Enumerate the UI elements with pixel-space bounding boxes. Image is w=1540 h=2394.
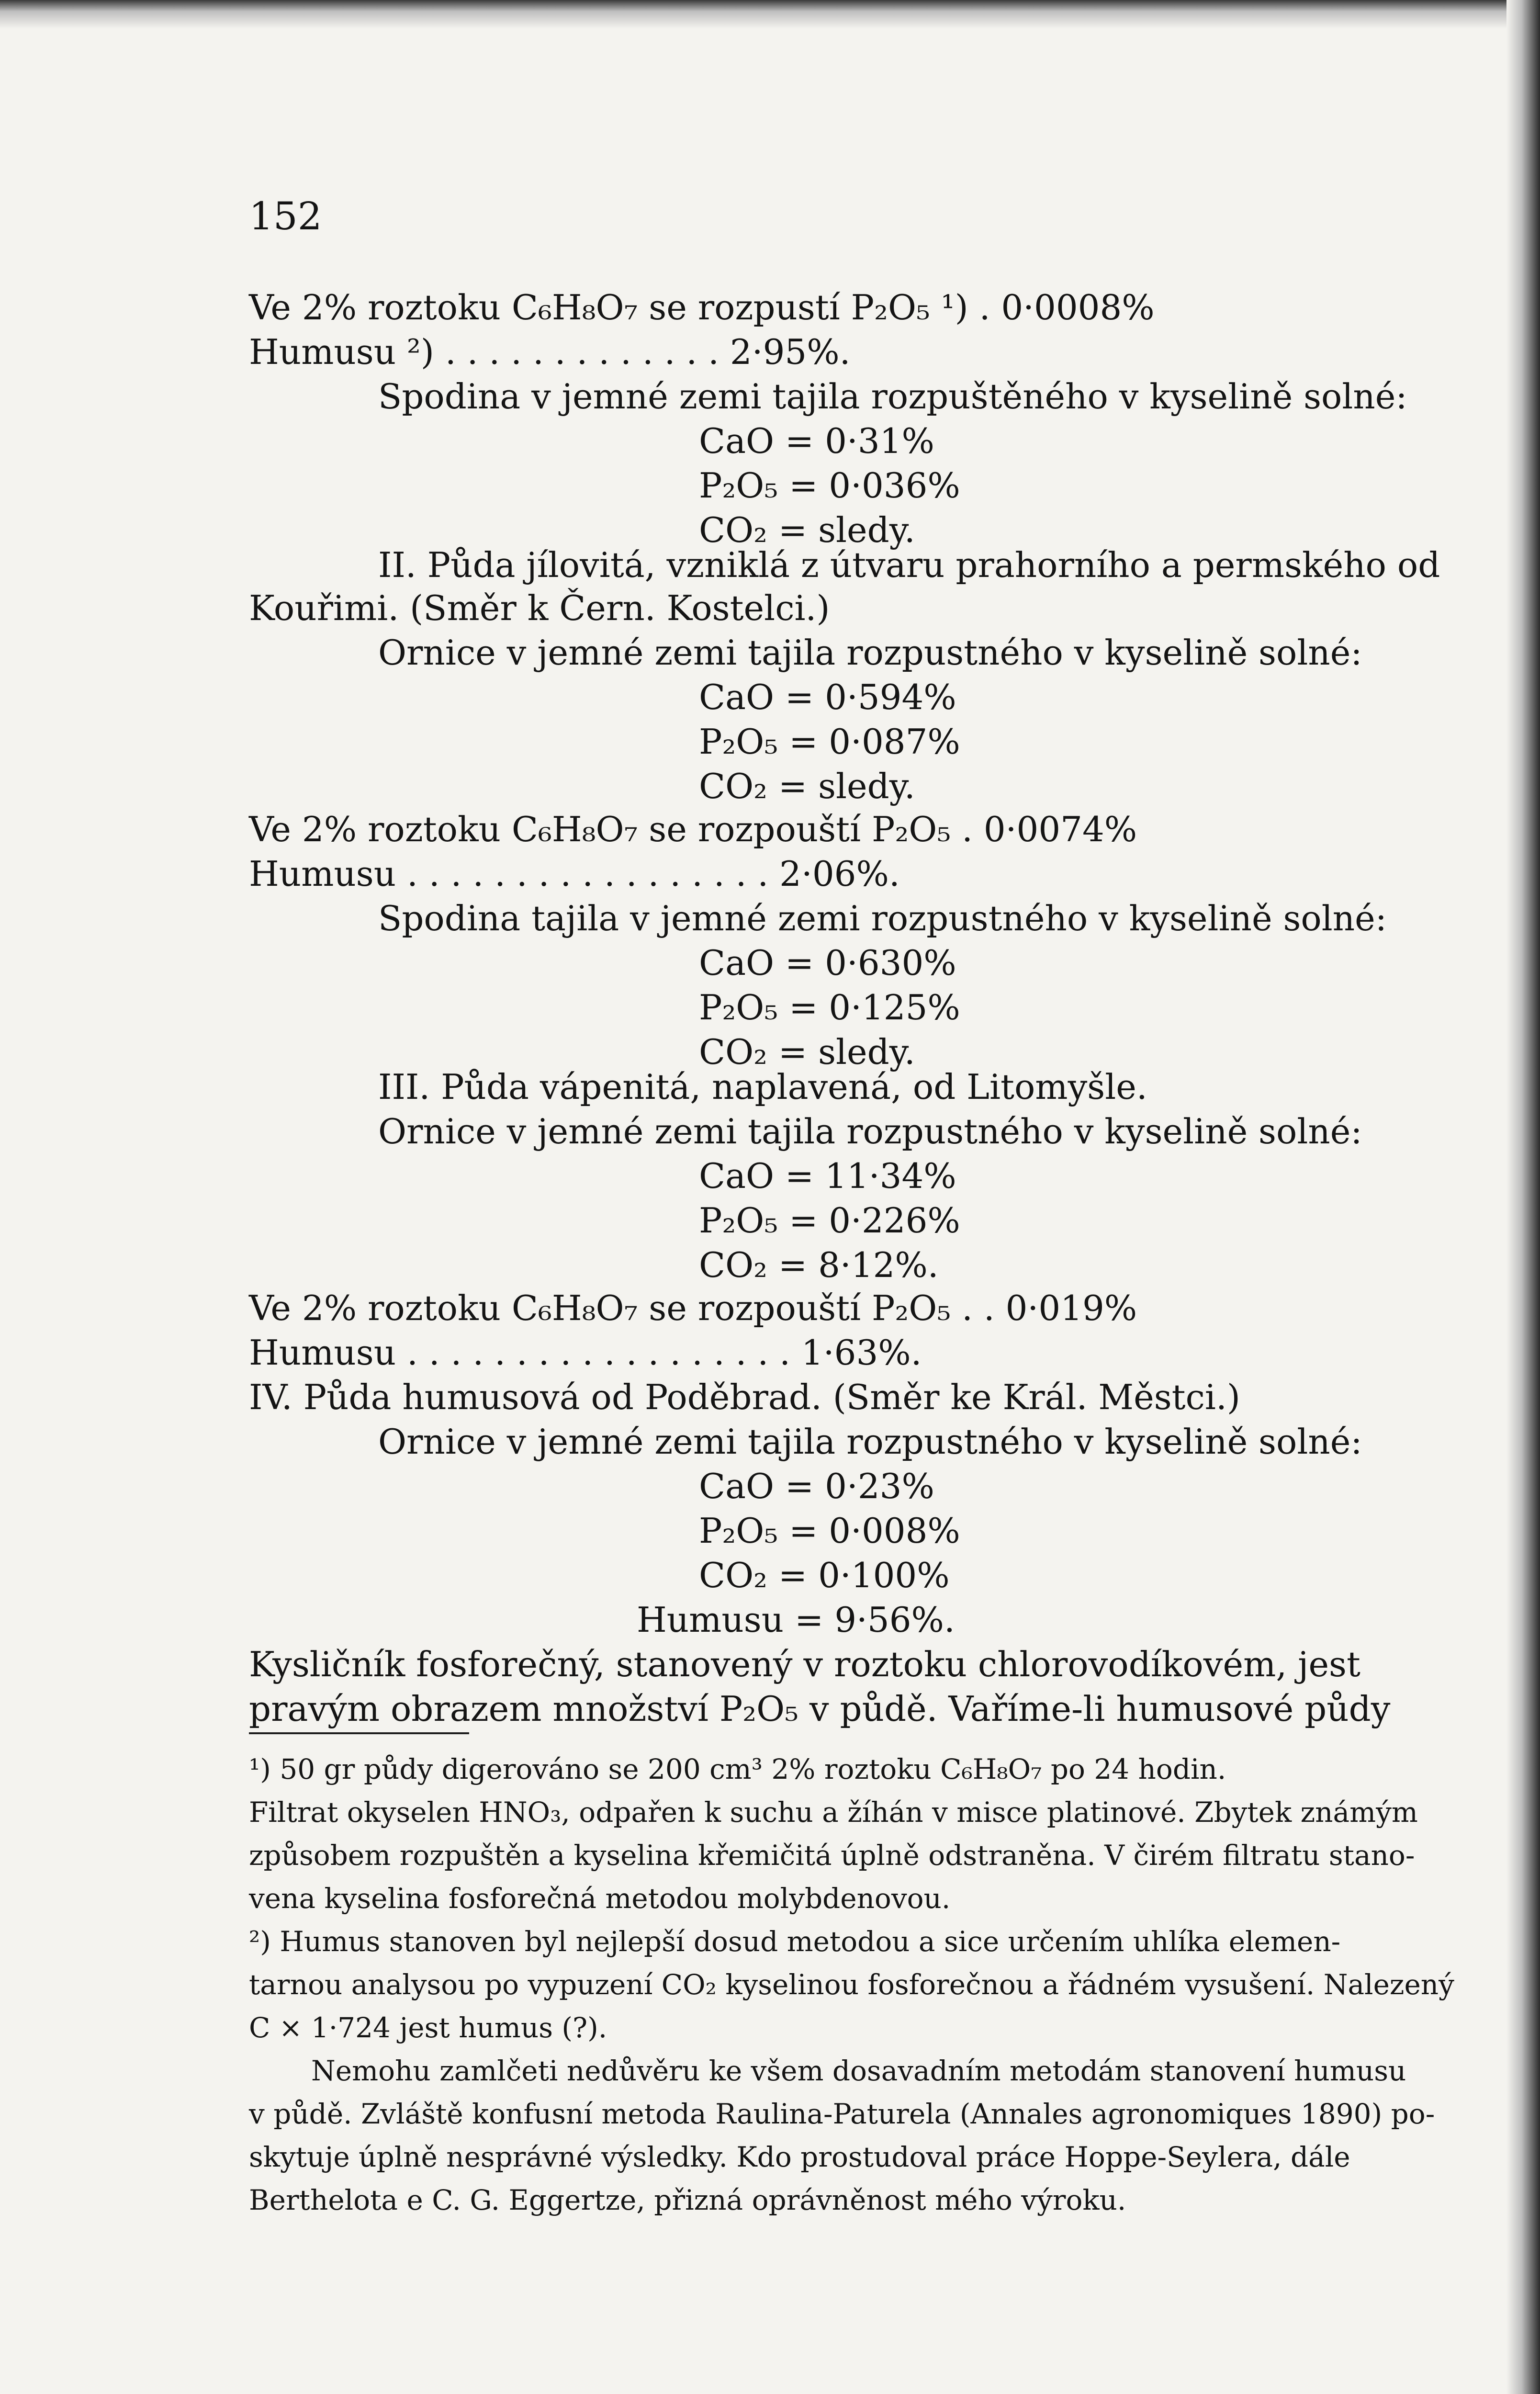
footnote-line: Berthelota e C. G. Eggertze, přizná oprávněnost mého výroku. — [249, 2184, 1126, 2216]
equation-line: P₂O₅ = 0·226% — [699, 1200, 960, 1241]
equation-line: P₂O₅ = 0·125% — [699, 987, 960, 1028]
text-line: Ornice v jemné zemi tajila rozpustného v kyselině solné: — [378, 1111, 1362, 1152]
equation-line: CaO = 0·594% — [699, 677, 956, 717]
footnote-line: vena kyselina fosforečná metodou molybdenovou. — [249, 1882, 951, 1915]
text-line: Spodina v jemné zemi tajila rozpuštěného v kyselině solné: — [378, 376, 1407, 417]
page-content — [249, 0, 1454, 2394]
equation-line: P₂O₅ = 0·008% — [699, 1511, 960, 1551]
equation-line: P₂O₅ = 0·036% — [699, 465, 960, 506]
equation-line: P₂O₅ = 0·087% — [699, 722, 960, 762]
text-line: Humusu . . . . . . . . . . . . . . . . . . 1·63%. — [249, 1333, 922, 1373]
scan-right-edge — [1506, 0, 1540, 2394]
equation-line: CaO = 0·31% — [699, 421, 934, 461]
text-line: Ve 2% roztoku C₆H₈O₇ se rozpustí P₂O₅ ¹) . 0·0008% — [249, 287, 1155, 327]
equation-line: CO₂ = sledy. — [699, 766, 915, 806]
text-line: Humusu ²) . . . . . . . . . . . . . 2·95%. — [249, 332, 851, 372]
page-number: 152 — [249, 194, 322, 238]
footnote-line: v půdě. Zvláště konfusní metoda Raulina-Paturela (Annales agronomiques 1890) po- — [249, 2098, 1435, 2130]
equation-line: CO₂ = sledy. — [699, 1032, 915, 1072]
text-line: Humusu . . . . . . . . . . . . . . . . . 2·06%. — [249, 854, 900, 894]
footnote-line: ²) Humus stanoven byl nejlepší dosud metodou a sice určením uhlíka elemen- — [249, 1925, 1341, 1958]
footnote-rule — [249, 1732, 469, 1734]
equation-line: CO₂ = sledy. — [699, 510, 915, 550]
text-line: Kysličník fosforečný, stanovený v roztoku chlorovodíkovém, jest — [249, 1644, 1360, 1684]
section-heading: IV. Půda humusová od Poděbrad. (Směr ke Král. Městci.) — [249, 1377, 1240, 1417]
footnote-line: ¹) 50 gr půdy digerováno se 200 cm³ 2% roztoku C₆H₈O₇ po 24 hodin. — [249, 1753, 1226, 1785]
equation-line: CO₂ = 0·100% — [699, 1555, 950, 1595]
text-line: Ve 2% roztoku C₆H₈O₇ se rozpouští P₂O₅ . 0·0074% — [249, 809, 1137, 849]
text-line: Ornice v jemné zemi tajila rozpustného v kyselině solné: — [378, 632, 1362, 673]
footnote-line: C × 1·724 jest humus (?). — [249, 2011, 607, 2044]
equation-line: Humusu = 9·56%. — [637, 1600, 955, 1640]
text-line: Spodina tajila v jemné zemi rozpustného v kyselině solné: — [378, 898, 1387, 938]
equation-line: CaO = 11·34% — [699, 1156, 956, 1196]
equation-line: CaO = 0·630% — [699, 943, 956, 983]
footnote-line: způsobem rozpuštěn a kyselina křemičitá úplně odstraněna. V čirém filtratu stano- — [249, 1839, 1415, 1872]
footnote-line: Nemohu zamlčeti nedůvěru ke všem dosavadním metodám stanovení humusu — [311, 2055, 1406, 2087]
equation-line: CO₂ = 8·12%. — [699, 1245, 939, 1285]
footnote-line: Filtrat okyselen HNO₃, odpařen k suchu a žíhán v misce platinové. Zbytek známým — [249, 1796, 1418, 1829]
text-line: Kouřimi. (Směr k Čern. Kostelci.) — [249, 588, 830, 628]
text-line: pravým obrazem množství P₂O₅ v půdě. Vaříme-li humusové půdy — [249, 1689, 1391, 1729]
text-line: Ve 2% roztoku C₆H₈O₇ se rozpouští P₂O₅ . . 0·019% — [249, 1288, 1137, 1328]
section-heading: III. Půda vápenitá, naplavená, od Litomyšle. — [378, 1067, 1147, 1107]
footnote-line: skytuje úplně nesprávné výsledky. Kdo prostudoval práce Hoppe-Seylera, dále — [249, 2141, 1350, 2173]
text-line: Ornice v jemné zemi tajila rozpustného v kyselině solné: — [378, 1422, 1362, 1462]
equation-line: CaO = 0·23% — [699, 1466, 934, 1506]
section-heading: II. Půda jílovitá, vzniklá z útvaru prahorního a permského od — [378, 545, 1440, 585]
footnote-line: tarnou analysou po vypuzení CO₂ kyselinou fosforečnou a řádném vysušení. Nalezený — [249, 1968, 1454, 2001]
